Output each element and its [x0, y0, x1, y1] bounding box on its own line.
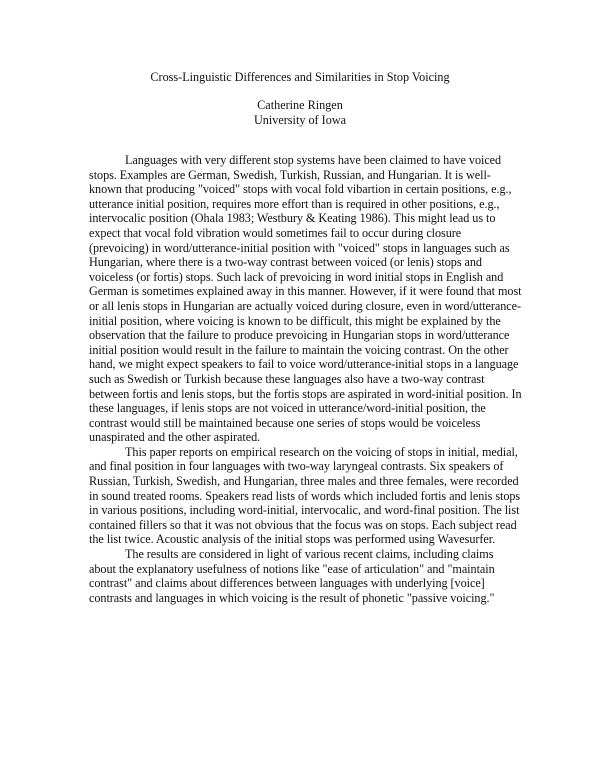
paragraph-line: initial position, where voicing is known to be difficult, this might be explained by the: [89, 313, 501, 328]
paragraph-line: (prevoicing) in word/utterance-initial position with "voiced" stops in languages such as: [89, 240, 510, 255]
paragraph-line: in various positions, including word-initial, intervocalic, and word-final position. The list: [89, 503, 520, 518]
paragraph-line: the list twice. Acoustic analysis of the initial stops was performed using Wavesurfer.: [89, 532, 496, 547]
paragraph-line: Languages with very different stop systems have been claimed to have voiced: [125, 153, 502, 167]
paragraph-line: contrast would still be maintained because one series of stops would be voiceless: [89, 415, 481, 430]
paragraph-line: contained fillers so that it was not obvious that the focus was on stops. Each subject read: [89, 517, 517, 532]
paragraph-line: expect that vocal fold vibration would sometimes fail to occur during closure: [89, 225, 462, 240]
paragraph-line: This paper reports on empirical research on the voicing of stops in initial, medial,: [125, 444, 518, 459]
paragraph-line: stops. Examples are German, Swedish, Turkish, Russian, and Hungarian. It is well-: [89, 167, 491, 182]
paragraph-line: hand, we might expect speakers to fail to voice word/utterance-initial stops in a language: [89, 357, 519, 372]
paragraph-line: German is sometimes explained away in this manner. However, if it were found that most: [89, 284, 522, 299]
paragraph-line: observation that the failure to produce prevoicing in Hungarian stops in word/utterance: [89, 328, 510, 343]
paragraph-line: about the explanatory usefulness of notions like "ease of articulation" and "maintain: [89, 561, 495, 576]
paragraph-line: contrast" and claims about differences between languages with underlying [voice]: [89, 576, 485, 591]
paragraph-line: unaspirated and the other aspirated.: [89, 430, 261, 445]
paragraph-line: contrasts and languages in which voicing is the result of phonetic "passive voicing.": [89, 590, 495, 605]
paragraph-line: Hungarian, where there is a two-way contrast between voiced (or lenis) stops and: [89, 255, 482, 270]
author-affiliation: University of Iowa: [253, 112, 347, 127]
abstract-body: [89, 153, 522, 605]
paragraph-line: The results are considered in light of various recent claims, including claims: [125, 547, 494, 562]
paragraph-line: or all lenis stops in Hungarian are actually voiced during closure, even in word/utterance-: [89, 298, 522, 313]
paragraph-line: in sound treated rooms. Speakers read lists of words which included fortis and lenis stops: [89, 488, 521, 503]
author-name: Catherine Ringen: [257, 98, 343, 112]
paragraph-line: and final position in four languages with two-way laryngeal contrasts. Six speakers of: [89, 459, 504, 474]
paragraph-line: such as Swedish or Turkish because these languages also have a two-way contrast: [89, 371, 485, 386]
paper-title: Cross-Linguistic Differences and Similarities in Stop Voicing: [150, 70, 450, 84]
author-block: [0, 98, 600, 127]
paragraph-line: intervocalic position (Ohala 1983; Westbury & Keating 1986). This might lead us to: [89, 211, 496, 226]
paragraph-line: Russian, Turkish, Swedish, and Hungarian, three males and three females, were recorded: [89, 474, 519, 489]
paragraph-line: initial position would result in the failure to maintain the voicing contrast. On the other: [89, 342, 509, 357]
paragraph-line: known that producing "voiced" stops with vocal fold vibartion in certain positions, e.g.,: [89, 182, 512, 197]
paragraph-line: voiceless (or fortis) stops. Such lack of prevoicing in word initial stops in English and: [89, 269, 504, 284]
paragraph-line: between fortis and lenis stops, but the fortis stops are aspirated in word-initial position. In: [89, 386, 522, 401]
paragraph-line: utterance initial position, requires more effort than is required in other positions, e.g.,: [89, 196, 500, 211]
paragraph-line: these languages, if lenis stops are not voiced in utterance/word-initial position, the: [89, 401, 486, 416]
